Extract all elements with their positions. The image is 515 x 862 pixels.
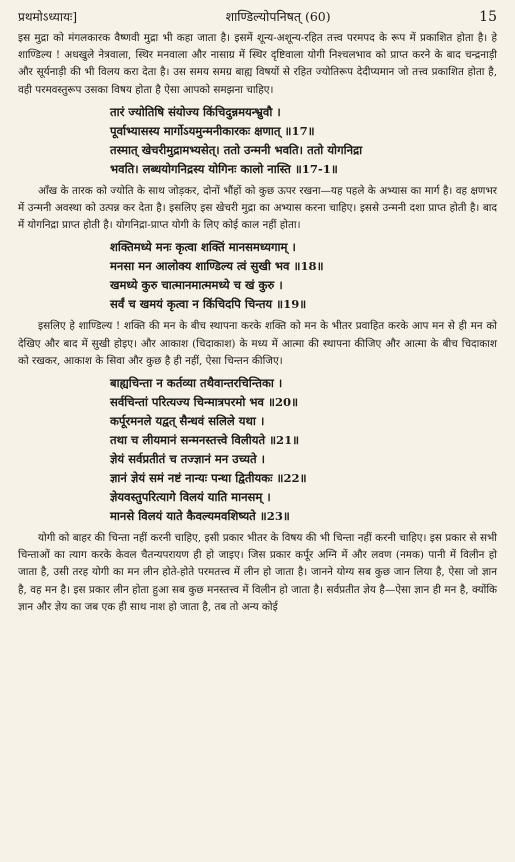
verse-block-1 (110, 103, 497, 179)
verse-line: ज्ञानं ज्ञेयं समं नष्टं नान्यः पन्था द्वितीयकः ॥22॥ (110, 471, 307, 486)
verse-line: सर्वं च खमयं कृत्वा न किंचिदपि चिन्तय ॥19॥ (110, 297, 307, 312)
paragraph-3: इसलिए हे शाण्डिल्य ! शक्ति की मन के बीच स्थापना करके शक्ति को मन के भीतर प्रवाहित करके आप मन से ही मन को देखिए और बाद में सुखी होइए। और आकाश (चिदाकाश) के मध्य में आत्मा की स्थापना कीजिए और आत्मा के बीच चिदाकाश को रखकर, आकाश के सिवा और कुछ है ही नहीं, ऐसा चिन्तन कीजिए। (18, 320, 497, 367)
paragraph-1: इस मुद्रा को मंगलकारक वैष्णवी मुद्रा भी कहा जाता है। इसमें शून्य-अशून्य-रहित तत्त्व परमपद के रूप में प्रकाशित होता है। हे शाण्डिल्य ! अधखुले नेत्रवाला, स्थिर मनवाला और नासाग्र में स्थिर दृष्टिवाला योगी निश्चलभाव को प्राप्त करने के बाद चन्द्रनाड़ी और सूर्यनाड़ी की भी विलय करा देता है। उस समय समग्र बाह्य विषयों से रहित ज्योतिरूप देदीप्यमान जो तत्त्व प्रकाशित होता है, वही परमवस्तुरूप उसका विषय होता है ऐसा आपको समझना चाहिए। (18, 32, 497, 96)
verse-block-3 (110, 374, 497, 526)
verse-line: मानसे विलयं याते कैवल्यमवशिष्यते ॥23॥ (110, 509, 290, 524)
running-header (18, 8, 497, 30)
paragraph-4: योगी को बाहर की चिन्ता नहीं करनी चाहिए, इसी प्रकार भीतर के विषय की भी चिन्ता नहीं करनी चाहिए। इस प्रकार से सभी चिन्ताओं का त्याग करके केवल चैतन्यपरायण ही हो जाइए। जिस प्रकार कर्पूर अग्नि में और लवण (नमक) पानी में विलीन हो जाता है, उसी तरह योगी का मन लीन होते-होते परमतत्त्व में लीन हो जाता है। जानने योग्य सब कुछ जान लिया है, ऐसा जो ज्ञान है, वह मन है। इस प्रकार लीन होता हुआ सब कुछ मनस्तत्त्व में विलीन हो जाता है। सर्वप्रतीत ज्ञेय है—ऐसा ज्ञान ही मन है, क्योंकि ज्ञान और ज्ञेय का जब एक ही साथ नाश हो जाता है, तब तो अन्य कोई (18, 532, 497, 613)
verse-line: तथा च लीयमानं सन्मनस्तत्त्वे विलीयते ॥21॥ (110, 433, 300, 448)
verse-line: शक्तिमध्ये मनः कृत्वा शक्तिं मानसमध्यगाम् । (110, 240, 296, 255)
paragraph-2: आँख के तारक को ज्योति के साथ जोड़कर, दोनों भौंहों को कुछ ऊपर रखना—यह पहले के अभ्यास का मार्ग है। वह क्षणभर में उन्मनी अवस्था को उत्पन्न कर देता है। इसलिए इस खेचरी मुद्रा का अभ्यास करना चाहिए। इससे उन्मनी दशा प्राप्त होती है। बाद में योगनिद्रा प्राप्त होती है। योगनिद्रा-प्राप्त योगी के लिए कोई काल नहीं होता। (18, 184, 497, 232)
verse-line: ज्ञेयवस्तुपरित्यागे विलयं याति मानसम् । (110, 490, 271, 505)
verse-line: पूर्वाभ्यासस्य मार्गोऽयमुन्मनीकारकः क्षणात् ॥17॥ (110, 123, 315, 138)
verse-line: भवति। लब्धयोगनिद्रस्य योगिनः कालो नास्ति ॥17-1॥ (110, 161, 338, 176)
verse-line: खमध्ये कुरु चात्मानमात्ममध्ये च खं कुरु । (110, 278, 283, 293)
chapter-label: प्रथमोऽध्यायः] (18, 10, 78, 24)
verse-line: तस्मात् खेचरीमुद्रामभ्यसेत्। ततो उन्मनी भवति। ततो योगनिद्रा (110, 142, 363, 157)
page-number: 15 (479, 9, 497, 25)
verse-line: कर्पूरमनले यद्वत् सैन्धवं सलिले यथा । (110, 414, 265, 429)
verse-line: बाह्यचिन्ता न कर्तव्या तथैवान्तरचिन्तिका । (110, 376, 283, 391)
verse-line: सर्वचिन्तां परित्यज्य चिन्मात्रपरमो भव ॥20॥ (110, 395, 299, 410)
verse-block-2 (110, 238, 497, 314)
verse-line: तारं ज्योतिषि संयोज्य किंचिदुन्नमयन्भ्रुवौ । (110, 104, 281, 119)
book-title: शाण्डिल्योपनिषत् (60) (225, 9, 331, 24)
verse-line: ज्ञेयं सर्वप्रतीतं च तज्ज्ञानं मन उच्यते । (110, 452, 265, 467)
verse-line: मनसा मन आलोक्य शाण्डिल्य त्वं सुखी भव ॥18॥ (110, 259, 324, 274)
